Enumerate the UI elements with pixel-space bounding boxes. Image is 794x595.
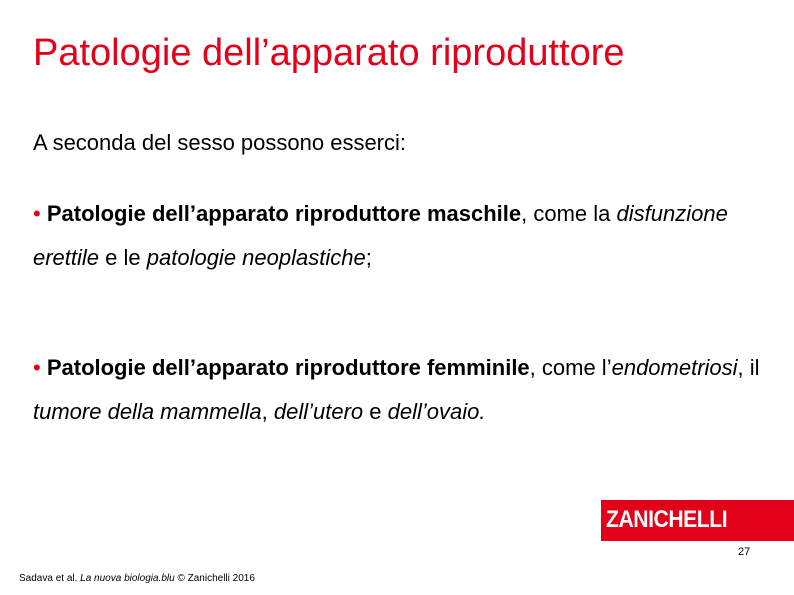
page-number: 27 [738,546,751,558]
bullet-italic-term: dell’ovaio. [387,399,486,424]
bullet-item-female [33,346,773,434]
footer-book-title: La nuova biologia.blu [80,573,175,584]
bullet-heading: Patologie dell’apparato riproduttore maschile [46,201,522,226]
footer-authors: Sadava et al. [19,573,81,584]
bullet-italic-term: endometriosi [611,355,738,380]
footer-credit [19,572,255,585]
bullet-text: , come la [521,201,617,226]
bullet-italic-term: tumore della mammella [33,399,262,424]
bullet-text: , [261,399,274,424]
bullet-text: e le [99,245,147,270]
bullet-heading: Patologie dell’apparato riproduttore femminile [46,355,530,380]
logo-text: ZANICHELLI [606,506,728,533]
bullet-text: , come l’ [529,355,612,380]
bullet-italic-term: patologie neoplastiche [146,245,366,270]
intro-text: A seconda del sesso possono esserci: [33,130,407,155]
bullet-marker: • [33,201,41,226]
bullet-italic-term: disfunzione erettile [33,201,728,270]
bullet-marker: • [33,355,41,380]
bullet-text: , il [737,355,760,380]
zanichelli-logo [601,500,794,541]
bullet-text: ; [365,245,372,270]
bullet-italic-term: dell’utero [273,399,364,424]
bullet-item-male [33,192,773,280]
slide-title: Patologie dell’apparato riproduttore [33,32,625,74]
bullet-text: e [363,399,388,424]
footer-copyright: © Zanichelli 2016 [174,573,255,584]
